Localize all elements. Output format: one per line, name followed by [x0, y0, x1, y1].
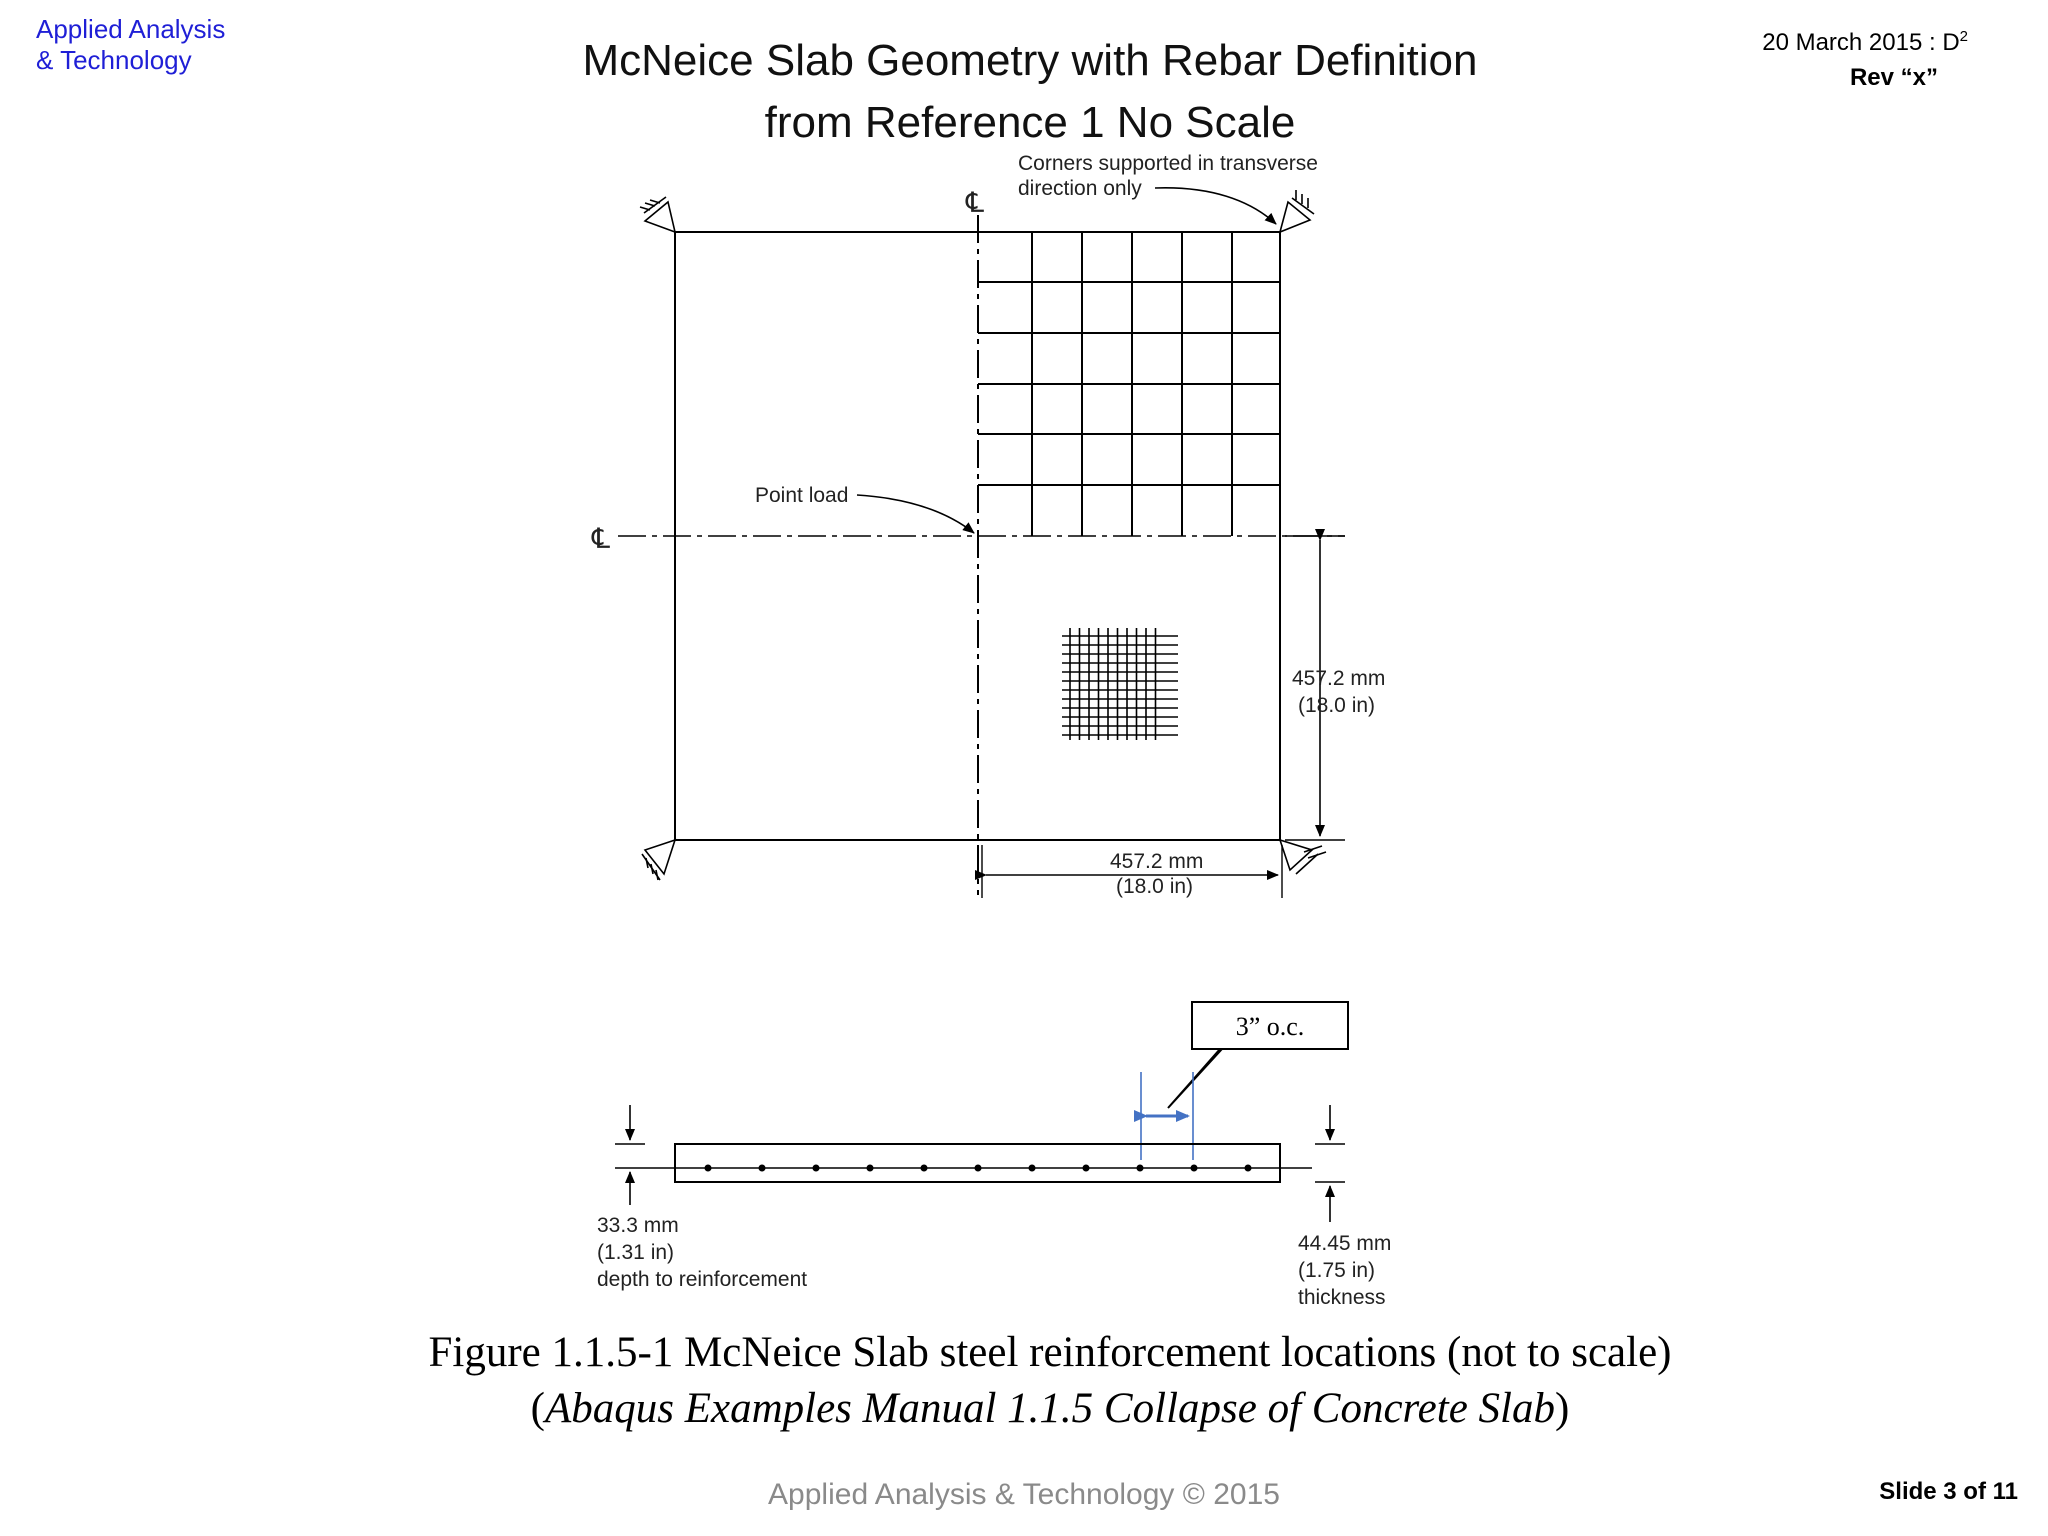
- depth-label: depth to reinforcement: [597, 1268, 808, 1291]
- corner-support-top-right: [1280, 190, 1314, 232]
- spacing-callout-text: 3” o.c.: [1235, 1012, 1305, 1041]
- date-superscript: 2: [1959, 28, 1968, 45]
- rebar-dot: [1029, 1165, 1036, 1172]
- depth-in: (1.31 in): [597, 1241, 675, 1264]
- caption-source: Abaqus Examples Manual 1.1.5 Collapse of Concrete Slab: [545, 1385, 1555, 1432]
- rebar-grid: [978, 232, 1280, 536]
- revision-label: Rev “x”: [1849, 64, 1938, 91]
- point-load-arrow: [857, 495, 974, 533]
- figure-caption: [300, 1325, 1800, 1437]
- rebar-dot: [813, 1165, 820, 1172]
- corner-support-bottom-right: [1280, 840, 1326, 874]
- corner-support-top-left: [640, 197, 675, 232]
- point-load-label: Point load: [755, 484, 849, 507]
- rebar-dot: [705, 1165, 712, 1172]
- slide-number: Slide 3 of 11: [1879, 1478, 2018, 1505]
- thick-in: (1.75 in): [1298, 1259, 1376, 1282]
- dim-vertical-mm: 457.2 mm: [1292, 667, 1386, 690]
- rebar-dot: [867, 1165, 874, 1172]
- footer-copyright: Applied Analysis & Technology © 2015: [768, 1478, 1280, 1511]
- dim-horizontal-in: (18.0 in): [1116, 875, 1194, 898]
- caption-line-2: [300, 1381, 1800, 1437]
- corner-note-line-2: direction only: [1018, 177, 1142, 200]
- caption-paren-open: (: [530, 1385, 545, 1432]
- thick-label: thickness: [1298, 1286, 1386, 1309]
- centerline-symbol-left: ℄: [592, 523, 610, 554]
- rebar-dot: [1245, 1165, 1252, 1172]
- rebar-dot: [1137, 1165, 1144, 1172]
- caption-line-1: Figure 1.1.5-1 McNeice Slab steel reinforcement locations (not to scale): [428, 1329, 1672, 1376]
- caption-paren-close: ): [1555, 1385, 1570, 1432]
- rebar-dot: [1083, 1165, 1090, 1172]
- corner-support-bottom-left: [642, 840, 675, 880]
- logo-line-1: Applied Analysis: [36, 14, 226, 44]
- rebar-dot: [921, 1165, 928, 1172]
- logo-line-2: & Technology: [36, 45, 192, 75]
- rebar-dot: [1191, 1165, 1198, 1172]
- slab-cross-section: [675, 1144, 1280, 1182]
- depth-mm: 33.3 mm: [597, 1214, 679, 1237]
- rebar-dot: [975, 1165, 982, 1172]
- corner-note-arrow: [1155, 188, 1276, 224]
- title-line-2: from Reference 1 No Scale: [764, 98, 1296, 147]
- dim-horizontal-mm: 457.2 mm: [1110, 850, 1204, 873]
- corner-note-line-1: Corners supported in transverse: [1018, 152, 1318, 175]
- thick-mm: 44.45 mm: [1298, 1232, 1392, 1255]
- dim-vertical-in: (18.0 in): [1298, 694, 1376, 717]
- date-text: 20 March 2015 : D: [1762, 29, 1960, 56]
- rebar-dot: [759, 1165, 766, 1172]
- title-line-1: McNeice Slab Geometry with Rebar Definition: [582, 36, 1478, 85]
- centerline-symbol-top: ℄: [966, 187, 984, 218]
- rebar-mesh-detail: [1062, 628, 1178, 740]
